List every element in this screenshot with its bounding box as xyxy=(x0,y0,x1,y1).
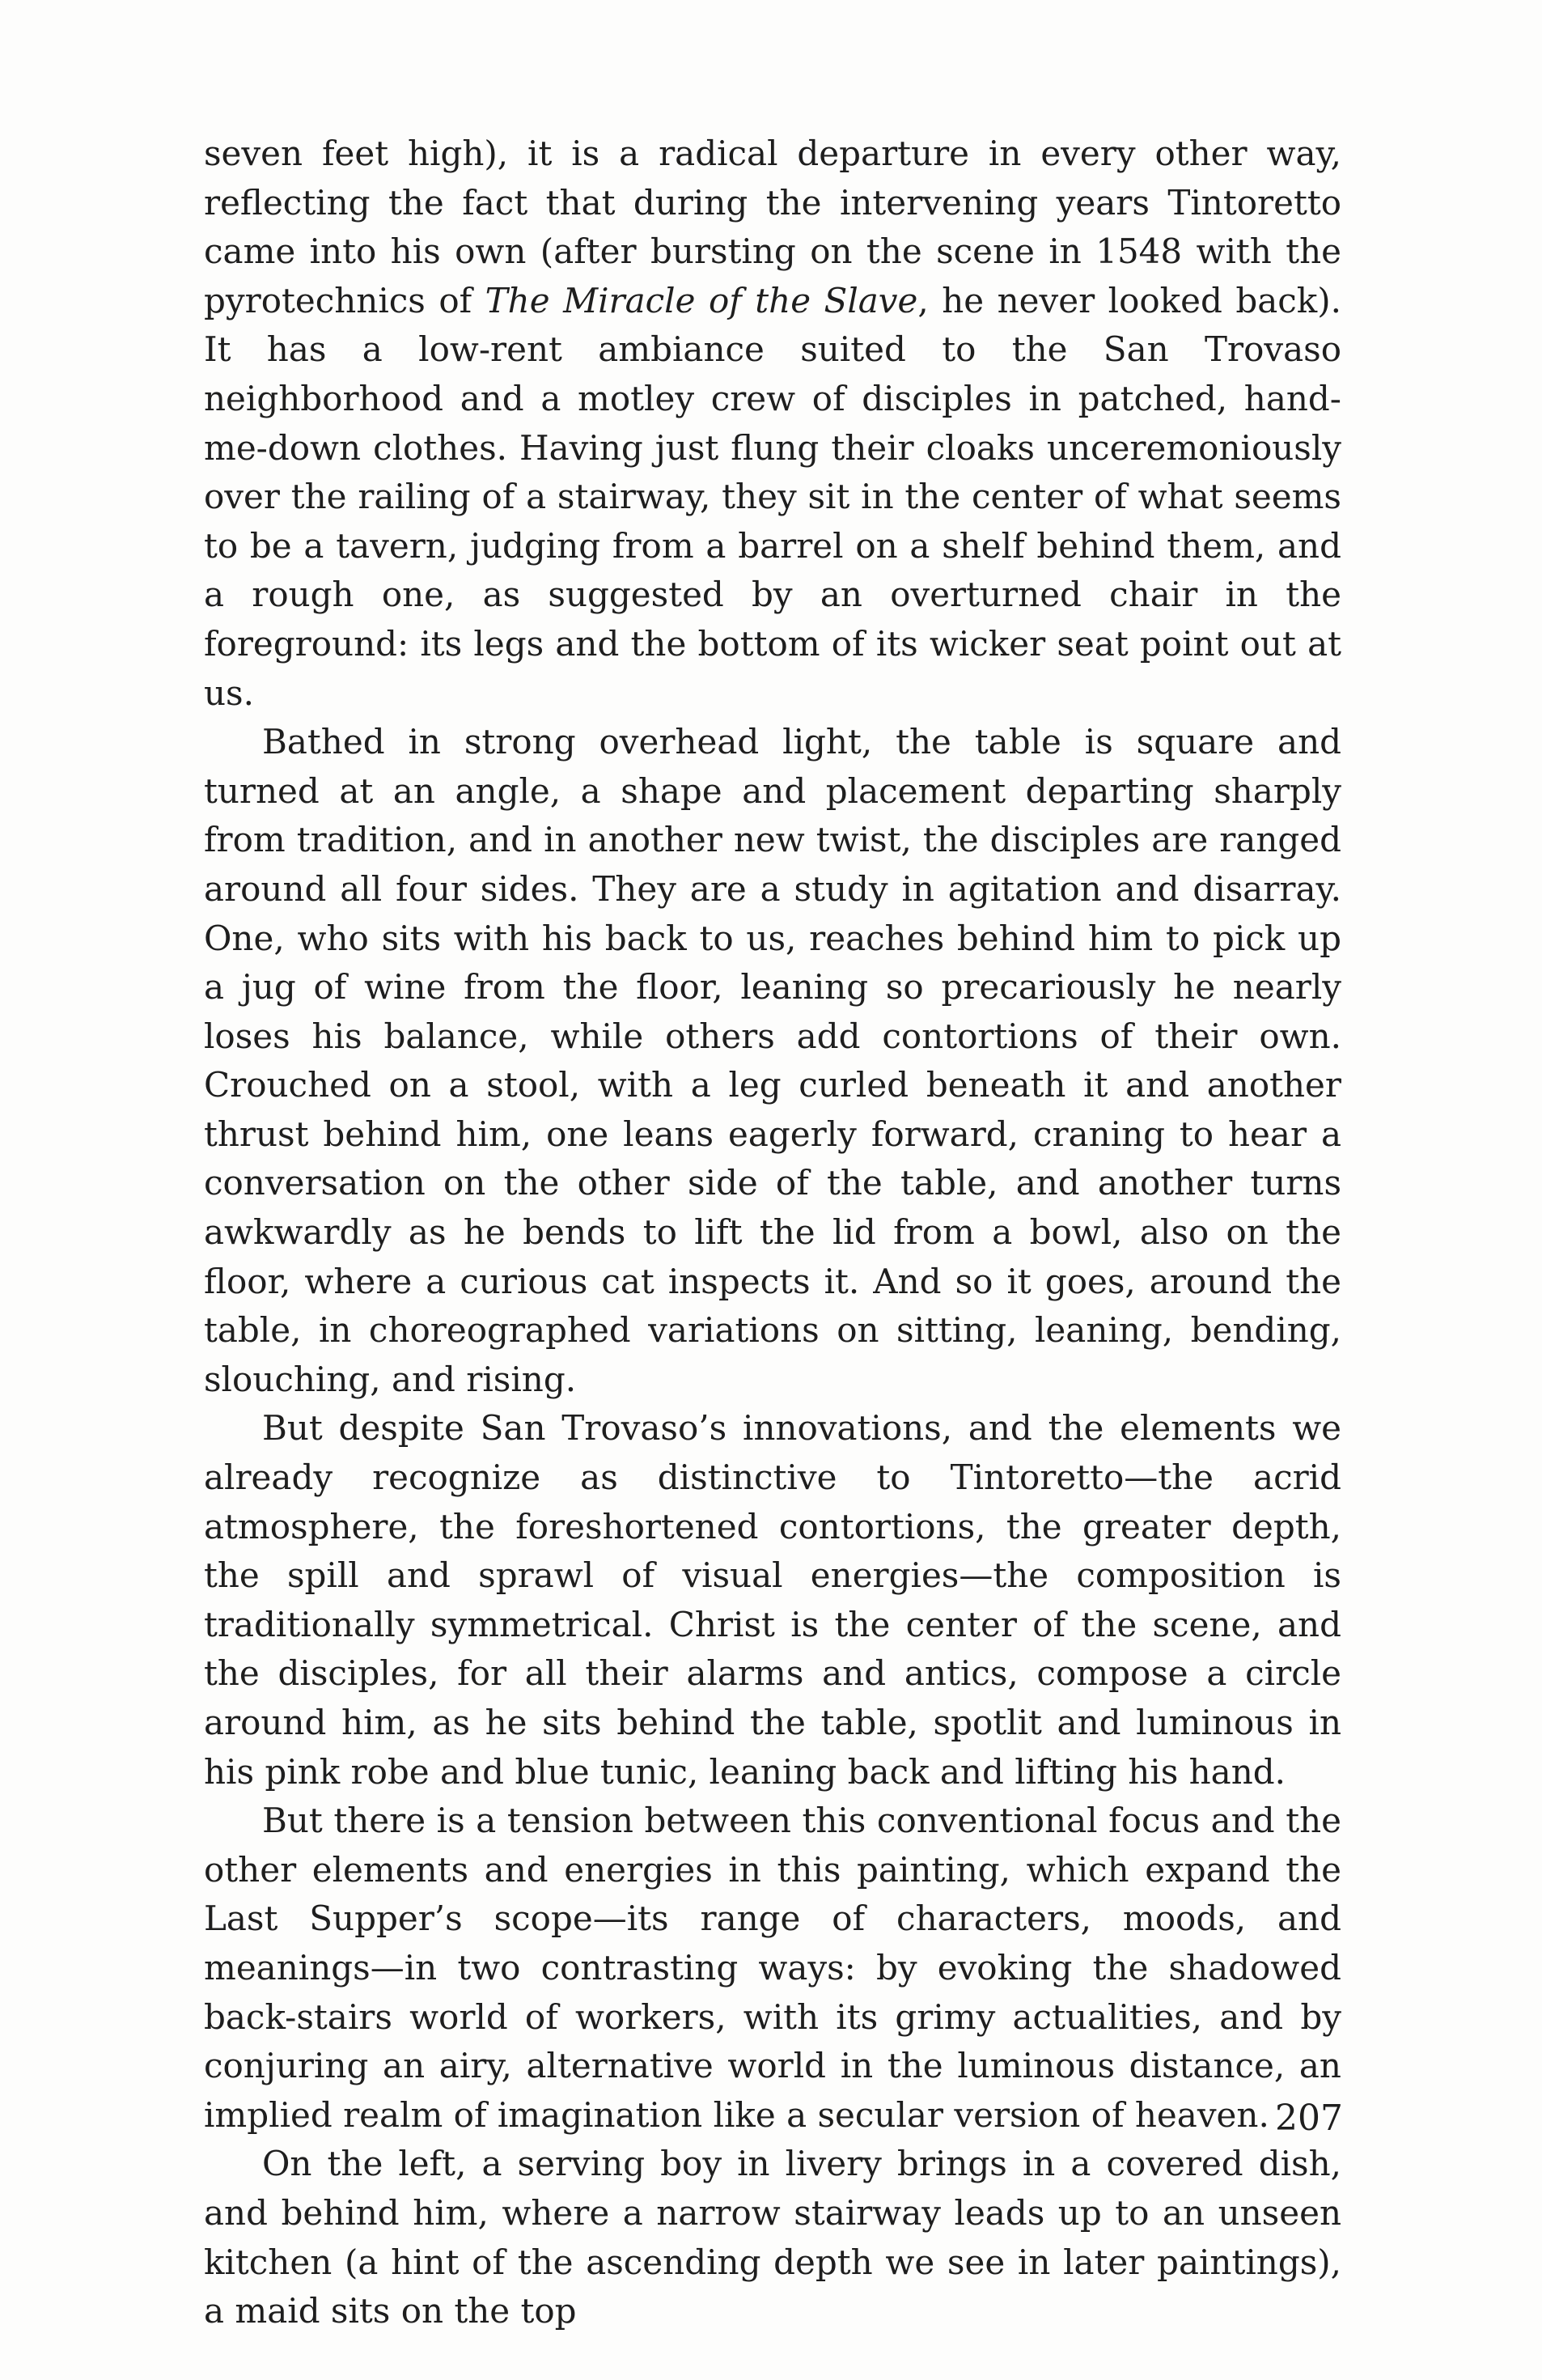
paragraph-tension xyxy=(204,1797,1341,2140)
italic-title: The Miracle of the Slave xyxy=(485,280,918,320)
text-run: seven feet high), it is a radical departure in every other way, reflecting the fact that during the intervening years Tintoretto came into his own (after bursting on the scene in 1548 with the pyrotechnics of xyxy=(204,134,1341,320)
paragraph-serving-boy xyxy=(204,2140,1341,2335)
text-run: , he never looked back). It has a low-rent ambiance suited to the San Trovaso neighborhood and a motley crew of disciples in patched, hand-me-down clothes. Having just flung their cloaks unceremoniously over the railing of a stairway, they sit in the center of what seems to be a tavern, judging from a barrel on a shelf behind them, and a rough one, as suggested by an overturned chair in the foreground: its legs and the bottom of its wicker seat point out at us. xyxy=(204,280,1341,713)
text-run: But despite San Trovaso’s innovations, and the elements we already recognize as distinctive to Tintoretto—the acrid atmosphere, the foreshortened contortions, the greater depth, the spill and sprawl of visual energies—the composition is traditionally symmetrical. Christ is the center of the scene, and the disciples, for all their alarms and antics, compose a circle around him, as he sits behind the table, spotlit and luminous in his pink robe and blue tunic, leaning back and lifting his hand. xyxy=(204,1408,1341,1792)
page-number: 207 xyxy=(1275,2098,1343,2139)
text-run: Bathed in strong overhead light, the table is square and turned at an angle, a shape and placement departing sharply from tradition, and in another new twist, the disciples are ranged around all four sides. They are a study in agitation and disarray. One, who sits with his back to us, reaches behind him to pick up a jug of wine from the floor, leaning so precariously he nearly loses his balance, while others add contortions of their own. Crouched on a stool, with a leg curled beneath it and another thrust behind him, one leans eagerly forward, craning to hear a conversation on the other side of the table, and another turns awkwardly as he bends to lift the lid from a bowl, also on the floor, where a curious cat inspects it. And so it goes, around the table, in choreographed variations on sitting, leaning, bending, slouching, and rising. xyxy=(204,722,1341,1399)
body-text xyxy=(204,129,1341,2336)
paragraph-continued xyxy=(204,129,1341,718)
text-run: But there is a tension between this conventional focus and the other elements and energies in this painting, which expand the Last Supper’s scope—its range of characters, moods, and meanings—in two contrasting ways: by evoking the shadowed back-stairs world of workers, with its grimy actualities, and by conjuring an airy, alternative world in the luminous distance, an implied realm of imagination like a secular version of heaven. xyxy=(204,1801,1341,2135)
paragraph-table xyxy=(204,718,1341,1404)
paragraph-innovations xyxy=(204,1404,1341,1797)
text-run: On the left, a serving boy in livery brings in a covered dish, and behind him, where a narrow stairway leads up to an unseen kitchen (a hint of the ascending depth we see in later paintings), a maid sits on the top xyxy=(204,2144,1341,2331)
